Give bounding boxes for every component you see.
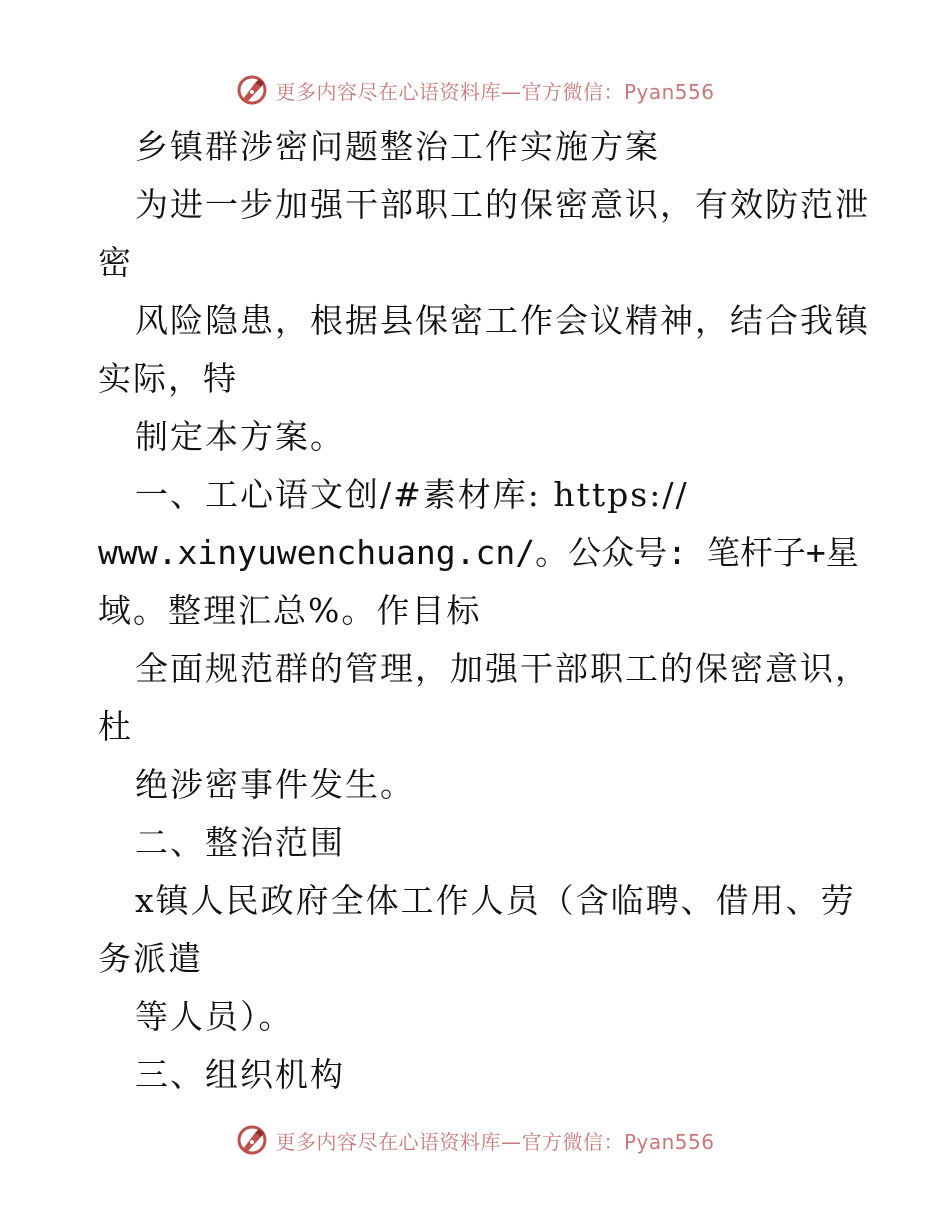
pen-nib-seal-icon xyxy=(235,73,269,107)
section-heading: 一、工心语文创/#素材库: https:// xyxy=(135,475,689,514)
paragraph-line: 风险隐患，根据县保密工作会议精神，结合我镇 xyxy=(135,301,870,340)
paragraph-line: 绝涉密事件发生。 xyxy=(135,765,415,804)
paragraph-line: x镇人民政府全体工作人员（含临聘、借用、劳 xyxy=(135,881,856,920)
document-title: 乡镇群涉密问题整治工作实施方案 xyxy=(135,127,660,166)
paragraph-line: 制定本方案。 xyxy=(135,417,345,456)
paragraph-line: 全面规范群的管理，加强干部职工的保密意识， xyxy=(135,649,870,688)
footer-banner-text: 更多内容尽在心语资料库—官方微信：Pyan556 xyxy=(275,1129,715,1154)
paragraph-line: 等人员）。 xyxy=(135,997,294,1036)
paragraph-line: 务派遣 xyxy=(98,939,203,978)
paragraph-line: 杜 xyxy=(98,707,133,746)
paragraph-line: 密 xyxy=(98,243,133,282)
header-banner xyxy=(0,70,950,110)
section-heading: 三、组织机构 xyxy=(135,1055,345,1094)
document-body xyxy=(98,118,870,1104)
paragraph-line: www.xinyuwenchuang.cn/。公众号: 笔杆子+星 xyxy=(98,533,859,572)
header-banner-text: 更多内容尽在心语资料库—官方微信：Pyan556 xyxy=(275,79,715,104)
paragraph-line: 域。整理汇总%。作目标 xyxy=(98,591,482,630)
footer-banner xyxy=(0,1120,950,1160)
section-heading: 二、整治范围 xyxy=(135,823,345,862)
paragraph-line: 实际，特 xyxy=(98,359,238,398)
pen-nib-seal-icon xyxy=(235,1123,269,1157)
paragraph-line: 为进一步加强干部职工的保密意识，有效防范泄 xyxy=(135,185,870,224)
